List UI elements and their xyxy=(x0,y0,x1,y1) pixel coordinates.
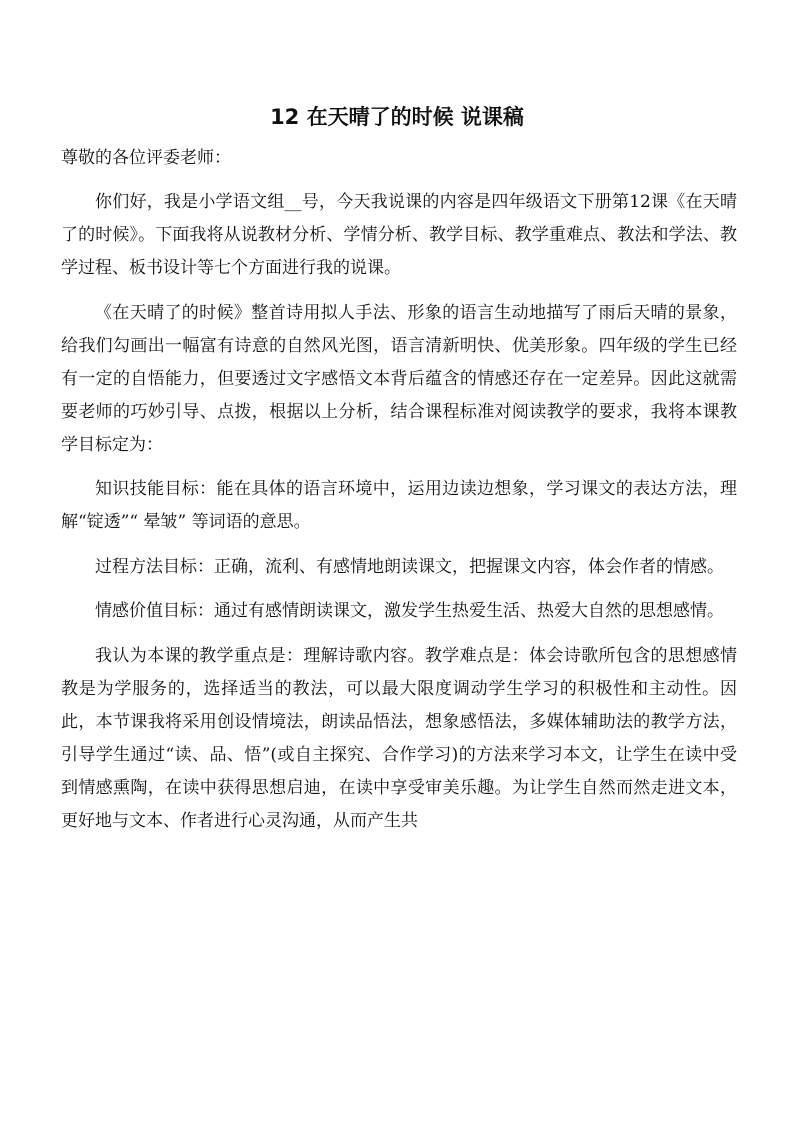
paragraph-analysis: 《在天晴了的时候》整首诗用拟人手法、形象的语言生动地描写了雨后天晴的景象，给我们勾画出一幅富有诗意的自然风光图，语言清新明快、优美形象。四年级的学生已经有一定的自悟能力，但要透过文字感悟文本背后蕴含的情感还存在一定差异。因此这就需要老师的巧妙引导、点拨，根据以上分析，结合课程标准对阅读教学的要求，我将本课教学目标定为： xyxy=(61,302,737,455)
salutation: 尊敬的各位评委老师： xyxy=(61,148,231,168)
paragraph-intro: 你们好，我是小学语文组__号，今天我说课的内容是四年级语文下册第12课《在天晴了的时候》。下面我将从说教材分析、学情分析、教学目标、教学重难点、教法和学法、教学过程、板书设计等七个方面进行我的说课。 xyxy=(61,192,737,278)
paragraph-knowledge-goal: 知识技能目标：能在具体的语言环境中，运用边读边想象，学习课文的表达方法，理解“锭透”“ 晕皱” 等词语的意思。 xyxy=(61,479,737,532)
paragraph-key-points: 我认为本课的教学重点是：理解诗歌内容。教学难点是：体会诗歌所包含的思想感情教是为学服务的，选择适当的教法，可以最大限度调动学生学习的积极性和主动性。因此，本节课我将采用创设情境法，朗读品悟法，想象感悟法，多媒体辅助法的教学方法，引导学生通过“读、品、悟”(或自主探究、合作学习)的方法来学习本文，让学生在读中受到情感熏陶，在读中获得思想启迪，在读中享受审美乐趣。为让学生自然而然走进文本，更好地与文本、作者进行心灵沟通，从而产生共 xyxy=(61,645,737,831)
document-title: 12 在天晴了的时候 说课稿 xyxy=(270,105,524,129)
paragraph-process-goal: 过程方法目标：正确，流利、有感情地朗读课文，把握课文内容，体会作者的情感。 xyxy=(95,556,724,577)
document-body xyxy=(61,186,737,849)
paragraph-emotion-goal: 情感价值目标：通过有感情朗读课文，激发学生热爱生活、热爱大自然的思想感情。 xyxy=(95,601,724,621)
